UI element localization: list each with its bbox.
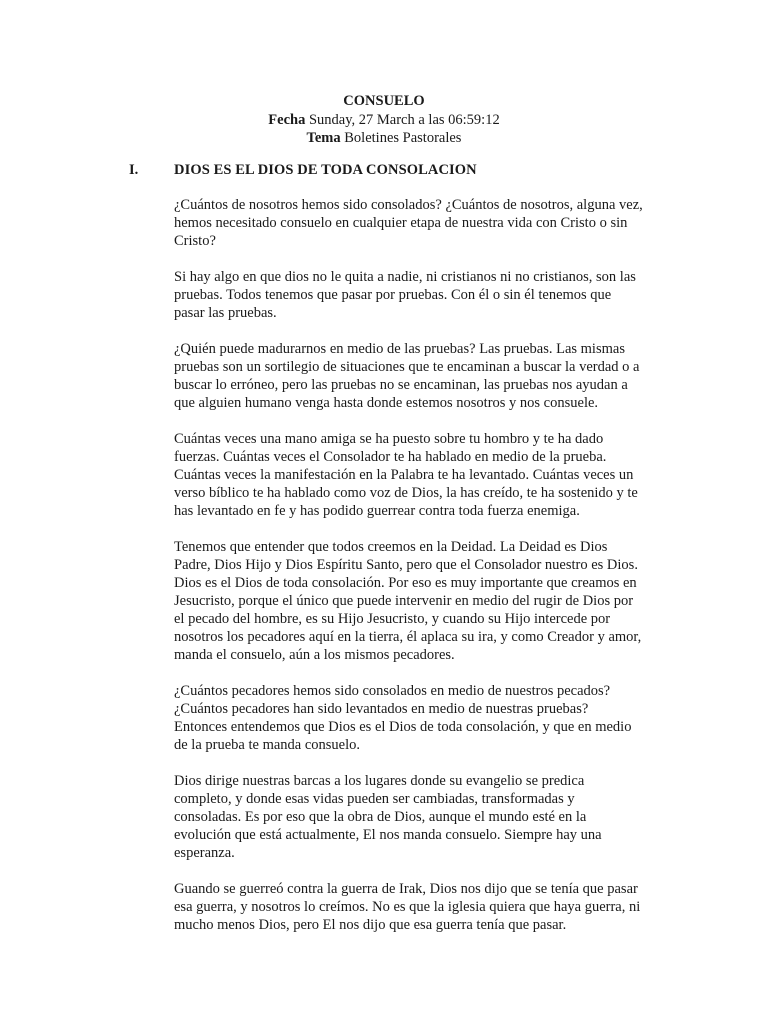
paragraph xyxy=(174,196,668,250)
paragraph-line: has levantado en fe y has podido guerrear contra toda fuerza enemiga. xyxy=(174,503,580,519)
paragraph xyxy=(174,538,668,664)
paragraph xyxy=(174,430,668,520)
paragraph-line: hemos necesitado consuelo en cualquier etapa de nuestra vida con Cristo o sin xyxy=(174,215,628,231)
topic-label: Tema xyxy=(306,130,341,146)
paragraph xyxy=(174,268,668,322)
document-body xyxy=(174,196,668,952)
section-heading: DIOS ES EL DIOS DE TODA CONSOLACION xyxy=(174,162,477,178)
paragraph-line: mucho menos Dios, pero El nos dijo que esa guerra tenía que pasar. xyxy=(174,917,567,933)
paragraph-line: ¿Cuántos pecadores hemos sido consolados en medio de nuestros pecados? xyxy=(174,683,611,699)
section-number: I. xyxy=(129,162,139,178)
paragraph-line: nosotros los pecadores aquí en la tierra, él aplaca su ira, y como Creador y amor, xyxy=(174,629,642,645)
paragraph-line: de la prueba te manda consuelo. xyxy=(174,737,361,753)
paragraph-line: ¿Cuántos de nosotros hemos sido consolados? ¿Cuántos de nosotros, alguna vez, xyxy=(174,197,643,213)
paragraph-line: esperanza. xyxy=(174,845,235,861)
paragraph xyxy=(174,682,668,754)
paragraph-line: ¿Cuántos pecadores han sido levantados en medio de nuestras pruebas? xyxy=(174,701,589,717)
paragraph-line: consoladas. Es por eso que la obra de Dios, aunque el mundo esté en la xyxy=(174,809,587,825)
paragraph-line: Guando se guerreó contra la guerra de Irak, Dios nos dijo que se tenía que pasar xyxy=(174,881,638,897)
paragraph-line: Si hay algo en que dios no le quita a nadie, ni cristianos ni no cristianos, son las xyxy=(174,269,636,285)
paragraph-line: ¿Quién puede madurarnos en medio de las pruebas? Las pruebas. Las mismas xyxy=(174,341,625,357)
date-label: Fecha xyxy=(268,111,306,128)
paragraph xyxy=(174,880,668,934)
paragraph-line: que alguien humano venga hasta donde estemos nosotros y nos consuele. xyxy=(174,395,599,411)
date-line xyxy=(0,111,768,130)
paragraph-line: el pecado del hombre, es su Hijo Jesucristo, y cuando su Hijo intercede por xyxy=(174,611,611,627)
paragraph-line: Cuántas veces una mano amiga se ha puesto sobre tu hombro y te ha dado xyxy=(174,431,604,447)
paragraph-line: Cristo? xyxy=(174,233,216,249)
document-title: CONSUELO xyxy=(343,93,425,109)
paragraph xyxy=(174,772,668,862)
paragraph-line: Dios dirige nuestras barcas a los lugares donde su evangelio se predica xyxy=(174,773,585,789)
document-header xyxy=(0,92,768,148)
topic-line xyxy=(0,129,768,148)
paragraph-line: Padre, Dios Hijo y Dios Espíritu Santo, pero que el Consolador nuestro es Dios. xyxy=(174,557,638,573)
paragraph-line: Entonces entendemos que Dios es el Dios de toda consolación, y que en medio xyxy=(174,719,632,735)
paragraph-line: Dios es el Dios de toda consolación. Por eso es muy importante que creamos en xyxy=(174,575,637,591)
paragraph-line: buscar lo erróneo, pero las pruebas no se encaminan, las pruebas nos ayudan a xyxy=(174,377,628,393)
topic-value: Boletines Pastorales xyxy=(340,130,462,146)
paragraph-line: Tenemos que entender que todos creemos en la Deidad. La Deidad es Dios xyxy=(174,539,608,555)
paragraph-line: Jesucristo, porque el único que puede intervenir en medio del rugir de Dios por xyxy=(174,593,634,609)
paragraph xyxy=(174,340,668,412)
paragraph-line: Cuántas veces la manifestación en la Palabra te ha levantado. Cuántas veces un xyxy=(174,467,634,483)
paragraph-line: completo, y donde esas vidas pueden ser cambiadas, transformadas y xyxy=(174,791,575,807)
paragraph-line: fuerzas. Cuántas veces el Consolador te ha hablado en medio de la prueba. xyxy=(174,449,607,465)
paragraph-line: pruebas son un sortilegio de situaciones que te encaminan a buscar la verdad o a xyxy=(174,359,640,375)
paragraph-line: verso bíblico te ha hablado como voz de Dios, la has creído, te ha sostenido y te xyxy=(174,485,638,501)
paragraph-line: esa guerra, y nosotros lo creímos. No es que la iglesia quiera que haya guerra, ni xyxy=(174,899,641,915)
paragraph-line: pasar las pruebas. xyxy=(174,305,277,321)
paragraph-line: manda el consuelo, aún a los mismos pecadores. xyxy=(174,647,455,663)
paragraph-line: pruebas. Todos tenemos que pasar por pruebas. Con él o sin él tenemos que xyxy=(174,287,612,303)
paragraph-line: evolución que está actualmente, El nos manda consuelo. Siempre hay una xyxy=(174,827,602,843)
date-value: Sunday, 27 March a las 06:59:12 xyxy=(305,111,500,128)
